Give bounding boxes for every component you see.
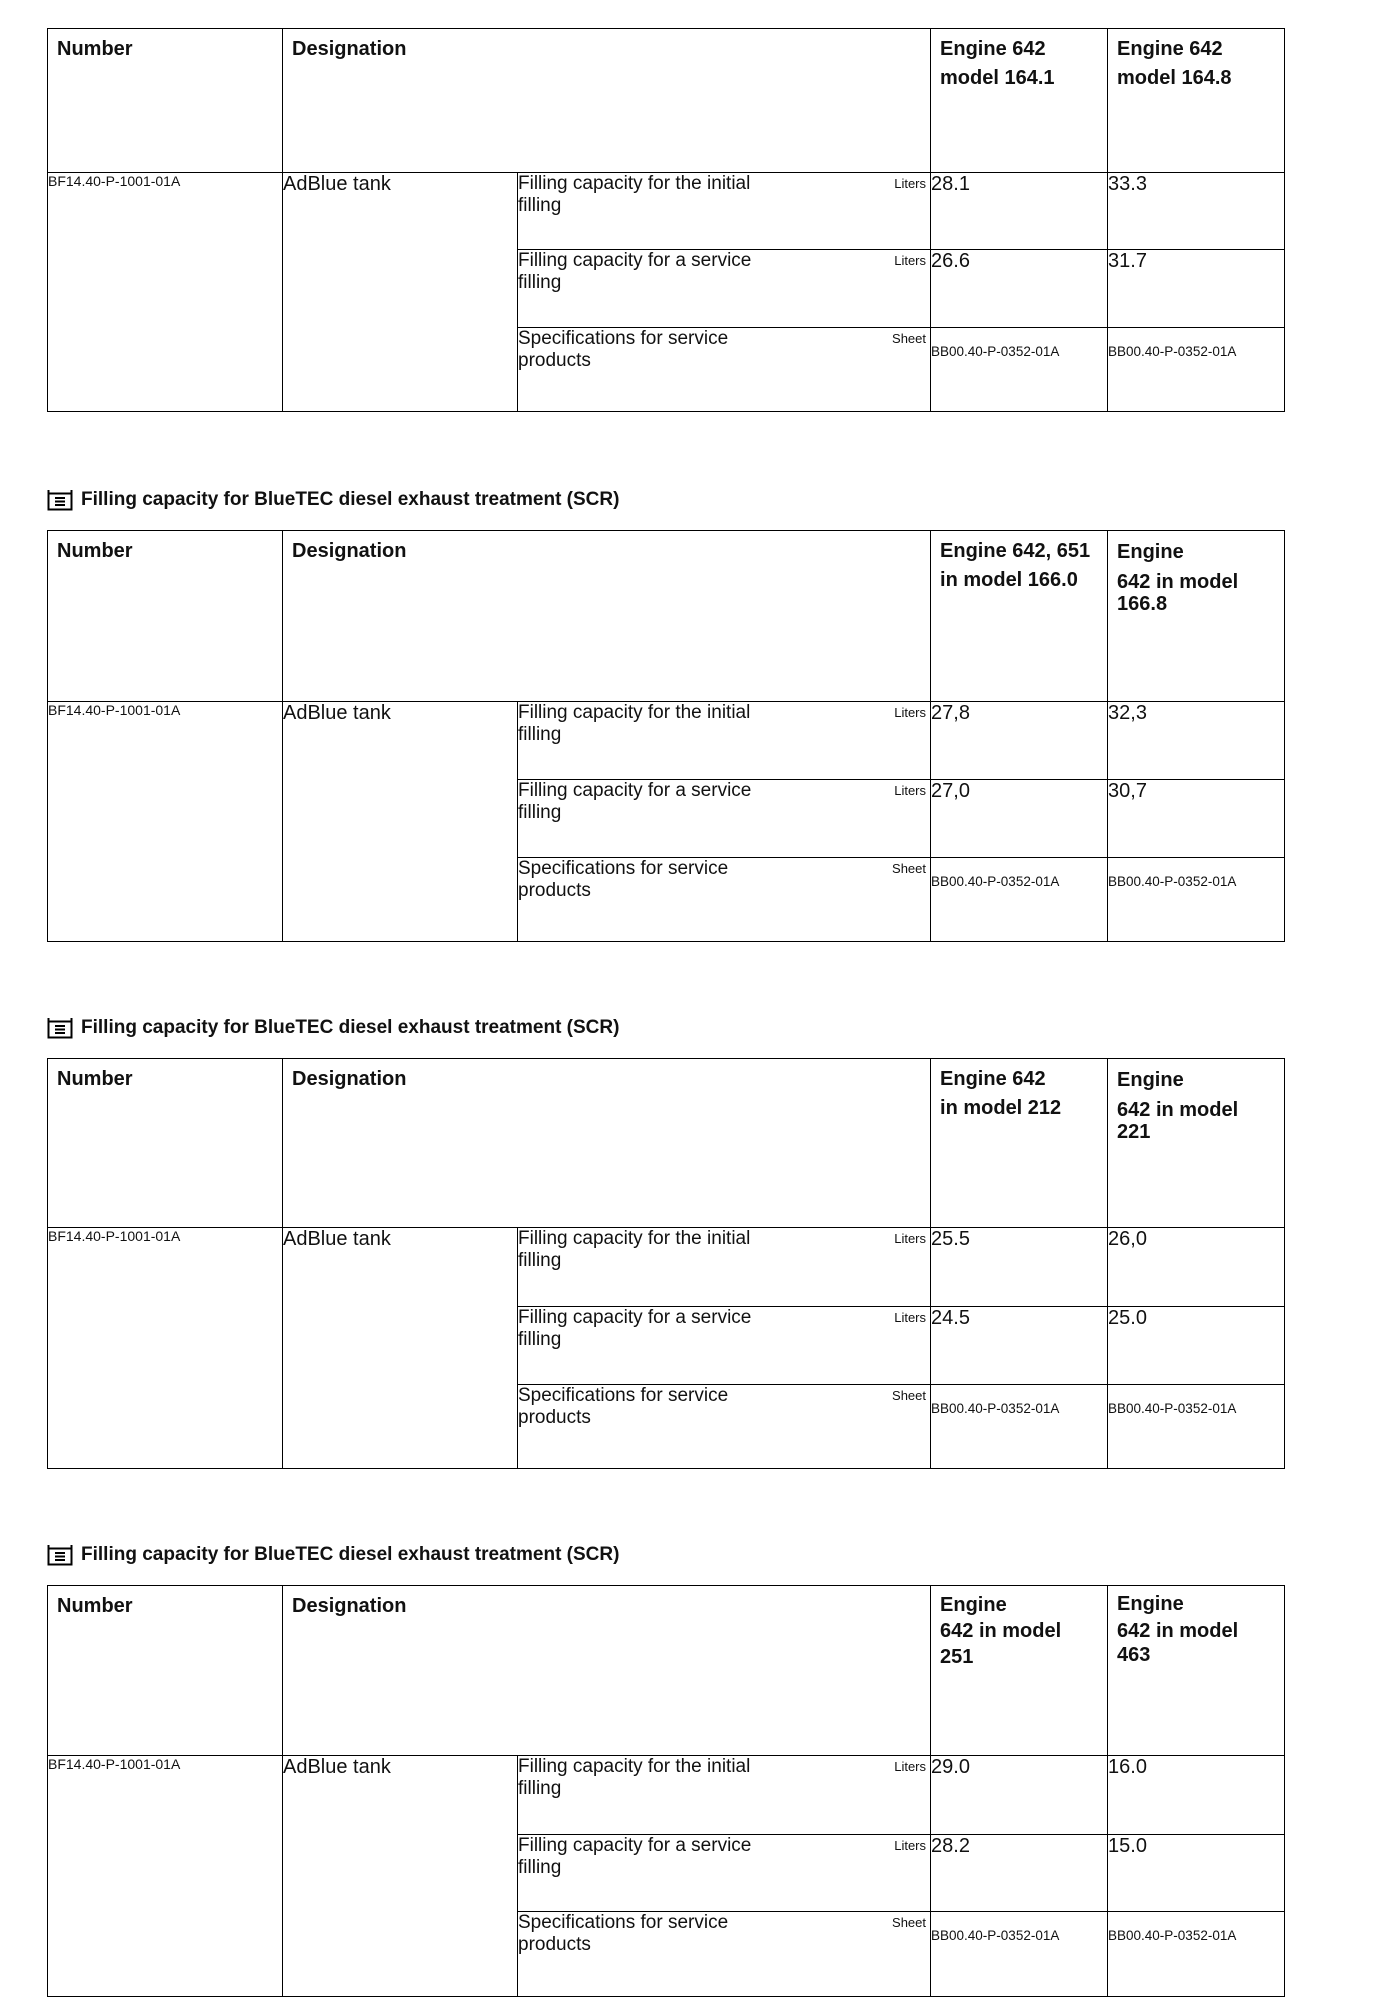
item-label: Filling capacity for the initial filling Liters — [518, 702, 931, 780]
header-line: Engine 642 — [940, 38, 1046, 60]
header-designation: Designation — [283, 1059, 931, 1228]
item-unit: Liters — [894, 1759, 927, 1774]
section-title-text: Filling capacity for BlueTEC diesel exhaust treatment (SCR) — [81, 489, 620, 510]
header-designation: Designation — [283, 1586, 931, 1756]
item-value-col2: 15.0 — [1108, 1835, 1285, 1912]
header-line: 642 in model — [1117, 1620, 1239, 1642]
item-value-col1: 27,0 — [931, 780, 1108, 858]
item-label: Specifications for service products Sheet — [518, 858, 931, 942]
item-value-col1: 28.2 — [931, 1835, 1108, 1912]
item-label: Filling capacity for a service filling Liters — [518, 780, 931, 858]
row-number: BF14.40-P-1001-01A — [48, 173, 283, 412]
table-spec-icon — [47, 489, 73, 511]
spec-table — [47, 1585, 1285, 1997]
header-engine-col1 — [931, 1059, 1108, 1228]
item-value-col2: 26,0 — [1108, 1228, 1285, 1307]
item-value-col1: BB00.40-P-0352-01A — [931, 1385, 1108, 1469]
item-unit: Liters — [894, 253, 927, 268]
item-value-col1: BB00.40-P-0352-01A — [931, 1912, 1108, 1997]
header-line: 463 — [1117, 1644, 1151, 1666]
item-value-col2: 16.0 — [1108, 1756, 1285, 1835]
item-label: Filling capacity for a service filling Liters — [518, 1307, 931, 1385]
item-unit: Sheet — [892, 1915, 927, 1930]
section-title-text: Filling capacity for BlueTEC diesel exhaust treatment (SCR) — [81, 1544, 620, 1565]
header-engine-col1 — [931, 531, 1108, 702]
item-unit: Sheet — [892, 331, 927, 346]
header-engine-col2 — [1108, 1059, 1285, 1228]
item-unit: Liters — [894, 1310, 927, 1325]
row-designation: AdBlue tank — [283, 173, 518, 412]
item-value-col2: BB00.40-P-0352-01A — [1108, 858, 1285, 942]
item-label: Filling capacity for the initial filling Liters — [518, 1228, 931, 1307]
item-value-col1: 29.0 — [931, 1756, 1108, 1835]
header-engine-col1 — [931, 1586, 1108, 1756]
row-number: BF14.40-P-1001-01A — [48, 702, 283, 942]
row-number: BF14.40-P-1001-01A — [48, 1228, 283, 1469]
header-line: model 164.8 — [1117, 67, 1232, 89]
item-label: Filling capacity for the initial filling Liters — [518, 173, 931, 250]
header-line: Engine — [1117, 1593, 1184, 1615]
header-engine-col2 — [1108, 531, 1285, 702]
item-value-col2: 32,3 — [1108, 702, 1285, 780]
header-designation: Designation — [283, 531, 931, 702]
table-spec-icon — [47, 1544, 73, 1566]
header-line: in model 166.0 — [940, 569, 1078, 591]
header-line: 642 in model — [1117, 571, 1239, 593]
item-value-col2: 30,7 — [1108, 780, 1285, 858]
header-line: Engine — [940, 1594, 1007, 1616]
header-line: Engine 642 — [940, 1068, 1046, 1090]
header-line: Engine 642, 651 — [940, 540, 1091, 562]
header-engine-col2 — [1108, 1586, 1285, 1756]
item-value-col2: BB00.40-P-0352-01A — [1108, 328, 1285, 412]
section-title — [47, 488, 619, 512]
item-unit: Liters — [894, 783, 927, 798]
header-line: Engine — [1117, 1069, 1184, 1091]
header-line: 166.8 — [1117, 593, 1168, 615]
row-designation: AdBlue tank — [283, 1228, 518, 1469]
item-unit: Liters — [894, 705, 927, 720]
row-number: BF14.40-P-1001-01A — [48, 1756, 283, 1997]
item-unit: Liters — [894, 1838, 927, 1853]
item-value-col1: 28.1 — [931, 173, 1108, 250]
header-line: model 164.1 — [940, 67, 1055, 89]
item-value-col1: BB00.40-P-0352-01A — [931, 328, 1108, 412]
item-unit: Liters — [894, 176, 927, 191]
header-designation: Designation — [283, 29, 931, 173]
header-number: Number — [48, 29, 283, 173]
header-number: Number — [48, 531, 283, 702]
section-title-text: Filling capacity for BlueTEC diesel exhaust treatment (SCR) — [81, 1017, 620, 1038]
header-line: Engine — [1117, 541, 1184, 563]
item-label: Filling capacity for a service filling Liters — [518, 1835, 931, 1912]
header-line: 642 in model 251 — [940, 1620, 1062, 1668]
item-label: Filling capacity for the initial filling Liters — [518, 1756, 931, 1835]
header-number: Number — [48, 1586, 283, 1756]
item-value-col1: 26.6 — [931, 250, 1108, 328]
spec-table — [47, 1058, 1285, 1469]
row-designation: AdBlue tank — [283, 1756, 518, 1997]
header-line: in model 212 — [940, 1097, 1062, 1119]
item-value-col1: 24.5 — [931, 1307, 1108, 1385]
item-value-col1: 25.5 — [931, 1228, 1108, 1307]
header-engine-col2 — [1108, 29, 1285, 173]
header-number: Number — [48, 1059, 283, 1228]
header-line: 642 in model — [1117, 1099, 1239, 1121]
header-line: Engine 642 — [1117, 38, 1223, 60]
row-designation: AdBlue tank — [283, 702, 518, 942]
section-title — [47, 1543, 619, 1567]
item-value-col1: 27,8 — [931, 702, 1108, 780]
item-value-col2: 25.0 — [1108, 1307, 1285, 1385]
item-label: Specifications for service products Sheet — [518, 328, 931, 412]
item-label: Specifications for service products Sheet — [518, 1912, 931, 1997]
item-unit: Liters — [894, 1231, 927, 1246]
item-value-col2: BB00.40-P-0352-01A — [1108, 1385, 1285, 1469]
header-engine-col1 — [931, 29, 1108, 173]
item-label: Specifications for service products Sheet — [518, 1385, 931, 1469]
item-unit: Sheet — [892, 1388, 927, 1403]
spec-table — [47, 530, 1285, 942]
section-title — [47, 1016, 619, 1040]
item-label: Filling capacity for a service filling Liters — [518, 250, 931, 328]
item-value-col2: 33.3 — [1108, 173, 1285, 250]
table-spec-icon — [47, 1017, 73, 1039]
spec-table — [47, 28, 1285, 412]
item-unit: Sheet — [892, 861, 927, 876]
item-value-col2: BB00.40-P-0352-01A — [1108, 1912, 1285, 1997]
header-line: 221 — [1117, 1121, 1151, 1143]
item-value-col1: BB00.40-P-0352-01A — [931, 858, 1108, 942]
item-value-col2: 31.7 — [1108, 250, 1285, 328]
